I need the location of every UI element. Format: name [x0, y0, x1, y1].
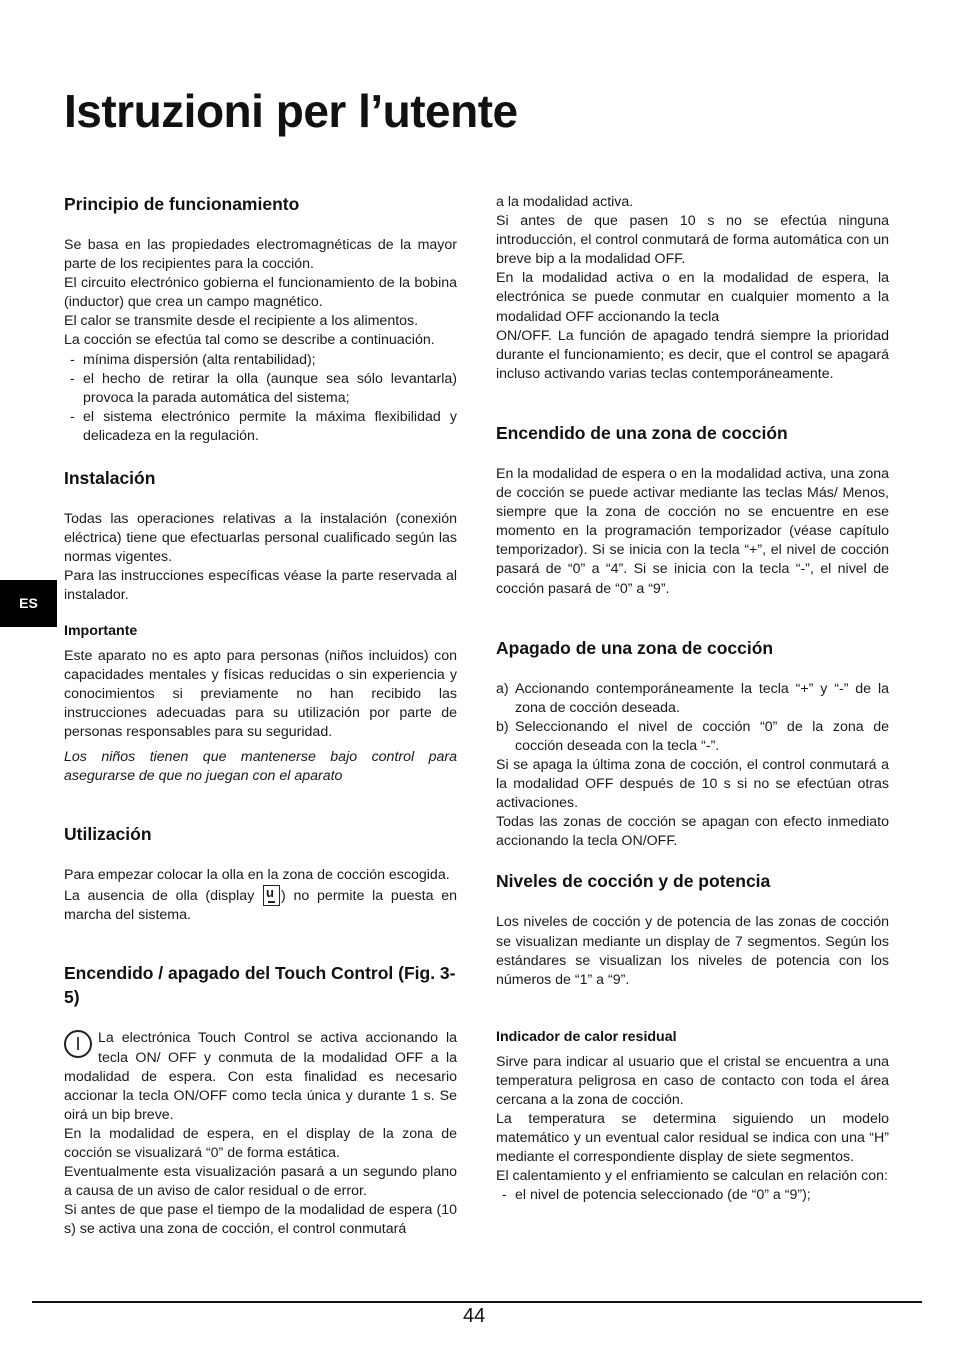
no-pot-display-icon: u [263, 885, 280, 906]
paragraph: Si se apaga la última zona de cocción, el control conmutará a la modalidad OFF después de 10 s si no se efectúan otras activaciones. [496, 756, 889, 812]
section-heading-niveles: Niveles de cocción y de potencia [496, 871, 771, 892]
list-item: - el nivel de potencia seleccionado (de “0” a “9”); [496, 1186, 889, 1205]
section-heading-apagado-zona: Apagado de una zona de cocción [496, 637, 774, 658]
paragraph-info: I La electrónica Touch Control se activa accionando la tecla ON/ OFF y conmuta de la modalidad OFF a la modalidad de espera. Con esta finalidad es necesario accionar la tecla ON/OFF como tecla única y durante 1 s. Se oirá un bip breve. [64, 1030, 457, 1123]
list-item: - el hecho de retirar la olla (aunque sea sólo levantarla) provoca la parada automática del sistema; [64, 370, 457, 408]
footer-divider [32, 1301, 922, 1303]
language-tab: ES [0, 580, 57, 627]
paragraph: El circuito electrónico gobierna el funcionamiento de la bobina (inductor) que crea un campo magnético. [64, 275, 457, 311]
bullet-list [496, 1186, 889, 1205]
paragraph: Eventualmente esta visualización pasará a un segundo plano a causa de un aviso de calor residual o de error. [64, 1164, 457, 1200]
subheading-importante: Importante [64, 622, 138, 639]
left-column [64, 192, 457, 1239]
paragraph: El calentamiento y el enfriamiento se calculan en relación con: [496, 1168, 888, 1185]
paragraph: Este aparato no es apto para personas (niños incluidos) con capacidades mentales y físicas reducidas o sin experiencia y conocimientos si previamente no han recibido las instrucciones adecuadas para su utilización por parte de personas responsables para su seguridad. [64, 647, 457, 740]
paragraph-italic: Los niños tienen que mantenerse bajo control para asegurarse de que no juegan con el aparato [64, 748, 457, 785]
paragraph: En la modalidad de espera o en la modalidad activa, una zona de cocción se puede activar mediante las teclas Más/ Menos, siempre que la zona de cocción no se encuentre en ese momento en la programación temporizador (véase capítulo temporizador). Si se inicia con la tecla “+”, el nivel de cocción pasará de “0” a “4”. Si se inicia con la tecla “-”, el nivel de cocción pasará de “0” a “9”. [496, 465, 889, 597]
paragraph: La cocción se efectúa tal como se describe a continuación. [64, 332, 435, 349]
info-icon: I [64, 1030, 92, 1058]
list-item: - el sistema electrónico permite la máxima flexibilidad y delicadeza en la regulación. [64, 408, 457, 446]
paragraph: a la modalidad activa. [496, 194, 634, 210]
list-item: b) Seleccionando el nivel de cocción “0” de la zona de cocción deseada con la tecla “-”. [496, 718, 889, 754]
section-heading-principio: Principio de funcionamiento [64, 194, 300, 214]
subheading-calor-residual: Indicador de calor residual [496, 1028, 677, 1045]
section-heading-instalacion: Instalación [64, 468, 156, 489]
section-heading-touch-control: Encendido / apagado del Touch Control (Fig. 3-5) [64, 963, 456, 1008]
page-title: Istruzioni per l’utente [64, 85, 518, 137]
paragraph: Todas las operaciones relativas a la instalación (conexión eléctrica) tiene que efectuarlas personal cualificado según las normas vigentes. [64, 511, 457, 566]
paragraph: La temperatura se determina siguiendo un modelo matemático y un eventual calor residual se indica con una “H” mediante el correspondiente display de siete segmentos. [496, 1111, 889, 1166]
paragraph: Todas las zonas de cocción se apagan con efecto inmediato accionando la tecla ON/OFF. [496, 814, 889, 850]
paragraph: Los niveles de cocción y de potencia de las zonas de cocción se visualizan mediante un display de 7 segmentos. Según los estándares se visualizan los niveles de potencia con los números de “1” a “9”. [496, 914, 889, 988]
paragraph: Para las instrucciones específicas véase la parte reservada al instalador. [64, 568, 457, 604]
section-heading-utilizacion: Utilización [64, 824, 152, 845]
paragraph: Se basa en las propiedades electromagnéticas de la mayor parte de los recipientes para la cocción. [64, 237, 457, 273]
paragraph: En la modalidad de espera, en el display de la zona de cocción se visualizará “0” de forma estática. [64, 1125, 457, 1161]
page-number: 44 [463, 1305, 486, 1327]
paragraph: Si antes de que pase el tiempo de la modalidad de espera (10 s) se activa una zona de cocción, el control conmutará [64, 1202, 457, 1238]
right-column [496, 193, 889, 1206]
paragraph-display: La ausencia de olla (display u ) no permite la puesta en marcha del sistema. [64, 885, 457, 924]
paragraph: Si antes de que pasen 10 s no se efectúa ninguna introducción, el control conmutará de forma automática con un breve bip a la modalidad OFF. [496, 213, 889, 268]
section-heading-encendido-zona: Encendido de una zona de cocción [496, 422, 788, 443]
bullet-list [64, 351, 457, 446]
lettered-list [496, 680, 889, 756]
paragraph: En la modalidad activa o en la modalidad de espera, la electrónica se puede conmutar en cualquier momento a la modalidad OFF accionando la tecla [496, 270, 889, 325]
paragraph: Para empezar colocar la olla en la zona de cocción escogida. [64, 867, 450, 884]
paragraph: Sirve para indicar al usuario que el cristal se encuentra a una temperatura peligrosa en caso de contacto con toda el área cercana a la zona de cocción. [496, 1053, 889, 1108]
paragraph: El calor se transmite desde el recipiente a los alimentos. [64, 313, 419, 330]
list-item: a) Accionando contemporáneamente la tecla “+” y “-” de la zona de cocción deseada. [496, 680, 889, 716]
list-item: - mínima dispersión (alta rentabilidad); [64, 351, 457, 370]
paragraph: ON/OFF. La función de apagado tendrá siempre la prioridad durante el funcionamiento; es decir, que el control se apagará incluso activando varias teclas contemporáneamente. [496, 327, 889, 382]
